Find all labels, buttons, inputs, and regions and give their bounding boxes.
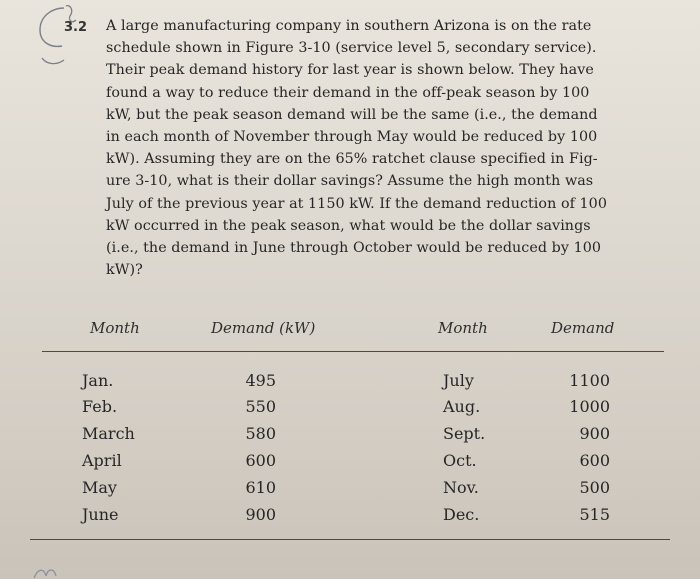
handwritten-circle-annotation: [30, 2, 90, 74]
table-cell-demand: 500: [579, 478, 610, 497]
table-cell-demand: 1000: [569, 397, 610, 416]
problem-line: found a way to reduce their demand in the off-peak season by 100: [106, 84, 590, 101]
table-cell-demand: 600: [579, 451, 610, 470]
problem-line: kW)?: [106, 262, 143, 279]
table-cell-month: Sept.: [443, 424, 486, 443]
problem-line: in each month of November through May would be reduced by 100: [106, 129, 598, 146]
table-top-rule: [42, 351, 664, 352]
problem-line: ure 3-10, what is their dollar savings? Assume the high month was: [106, 173, 594, 190]
table-cell-demand: 600: [245, 451, 276, 470]
problem-line: schedule shown in Figure 3-10 (service level 5, secondary service).: [106, 40, 597, 57]
problem-line: kW occurred in the peak season, what would be the dollar savings: [106, 217, 591, 234]
problem-line: (i.e., the demand in June through October would be reduced by 100: [106, 240, 602, 257]
table-cell-demand: 580: [245, 424, 276, 443]
table-bottom-rule: [30, 539, 670, 540]
table-cell-demand: 550: [245, 397, 276, 416]
handwritten-scribble: [30, 560, 70, 579]
header-month-left: Month: [90, 319, 140, 337]
problem-line: kW, but the peak season demand will be the same (i.e., the demand: [106, 106, 598, 123]
table-cell-demand: 900: [245, 505, 276, 524]
table-cell-month: March: [82, 424, 135, 443]
table-cell-month: Dec.: [443, 505, 480, 524]
header-month-right: Month: [438, 319, 488, 337]
table-cell-demand: 610: [245, 478, 276, 497]
table-cell-month: July: [443, 371, 474, 390]
problem-line: A large manufacturing company in southern Arizona is on the rate: [106, 18, 592, 34]
problem-number: 3.2: [64, 20, 88, 35]
table-cell-month: Nov.: [443, 478, 479, 497]
table-cell-demand: 900: [579, 424, 610, 443]
table-cell-month: Aug.: [443, 397, 481, 416]
table-cell-demand: 495: [245, 371, 276, 390]
table-cell-month: Oct.: [443, 451, 477, 470]
table-cell-demand: 515: [579, 505, 610, 524]
problem-line: Their peak demand history for last year is shown below. They have: [106, 62, 594, 79]
header-demand-right: Demand: [551, 319, 615, 337]
problem-line: July of the previous year at 1150 kW. If the demand reduction of 100: [106, 195, 607, 212]
problem-statement: [106, 15, 666, 281]
table-cell-demand: 1100: [569, 371, 610, 390]
header-demand-left: Demand (kW): [211, 319, 316, 337]
problem-line: kW). Assuming they are on the 65% ratchet clause specified in Fig-: [106, 151, 598, 168]
table-cell-month: Jan.: [82, 371, 114, 390]
table-cell-month: June: [82, 505, 119, 524]
table-cell-month: Feb.: [82, 397, 118, 416]
table-cell-month: May: [82, 478, 117, 497]
table-cell-month: April: [82, 451, 122, 470]
